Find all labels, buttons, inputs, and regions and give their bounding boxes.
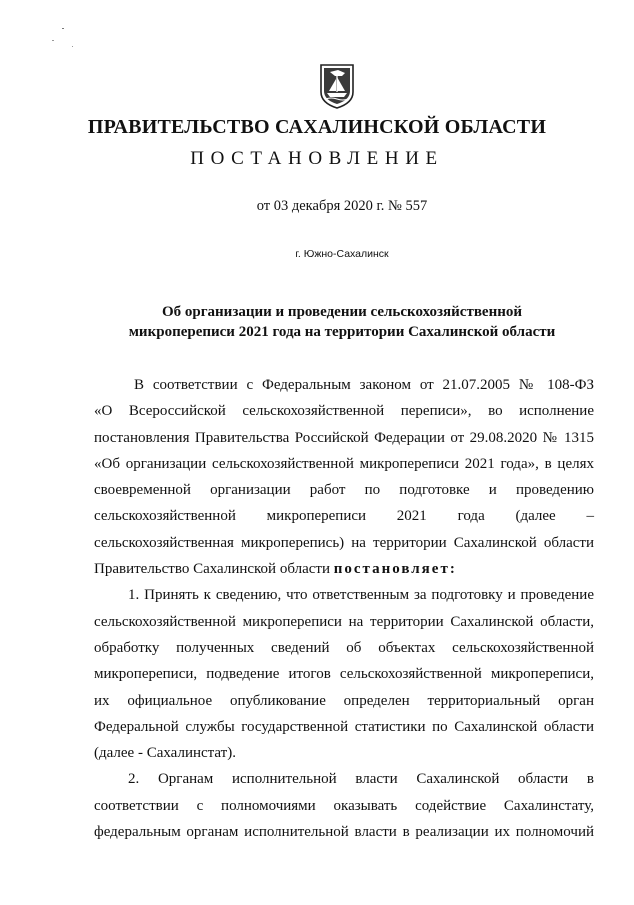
scan-speck [72, 46, 73, 47]
item1-line: (далее - Сахалинстат). [94, 745, 236, 762]
subject-line: микропереписи 2021 года на территории Сахалинской области [128, 324, 556, 340]
item2-line: соответствии с полномочиями оказывать содействие Сахалинстату, [94, 797, 594, 814]
resolves-word: постановляет: [333, 561, 457, 578]
item1-line: 1. Принять к сведению, что ответственным за подготовку и проведение [128, 587, 594, 604]
item1-line: их официальное опубликование определен территориальный орган [94, 692, 594, 709]
subject-line: Об организации и проведении сельскохозяйственной [161, 304, 523, 320]
item1-line: Федеральной службы государственной статистики по Сахалинской области [94, 718, 594, 735]
sakhalin-coat-of-arms-icon [318, 62, 356, 110]
scan-speck [52, 40, 54, 41]
document-city: г. Южно-Сахалинск [295, 248, 389, 260]
body-line: постановления Правительства Российской Федерации от 29.08.2020 № 1315 [94, 429, 594, 446]
body-line: сельскохозяйственная микроперепись) на территории Сахалинской области [94, 534, 594, 551]
document-type: ПОСТАНОВЛЕНИЕ [190, 148, 444, 169]
organization-title: ПРАВИТЕЛЬСТВО САХАЛИНСКОЙ ОБЛАСТИ [87, 116, 547, 138]
resolves-prefix: Правительство Сахалинской области [94, 561, 334, 578]
body-line: «Об организации сельскохозяйственной микропереписи 2021 года», в целях [94, 455, 594, 472]
document-subject [0, 302, 634, 342]
body-line: «О Всероссийской сельскохозяйственной переписи», во исполнение [94, 403, 594, 420]
scan-speck [62, 28, 64, 29]
item2-line: федеральным органам исполнительной власти в реализации их полномочий [94, 824, 594, 841]
body-line: сельскохозяйственной микропереписи 2021 года (далее – [94, 508, 594, 525]
document-date-number: от 03 декабря 2020 г. № 557 [256, 198, 428, 214]
body-line: своевременной организации работ по подготовке и проведению [94, 482, 594, 499]
resolves-line [94, 556, 594, 582]
body-line: В соответствии с Федеральным законом от 21.07.2005 № 108-ФЗ [134, 377, 594, 393]
item1-line: микропереписи, подведение итогов сельскохозяйственной микропереписи, [94, 666, 594, 683]
item1-line: сельскохозяйственной микропереписи на территории Сахалинской области, [94, 613, 594, 630]
item2-line: 2. Органам исполнительной власти Сахалинской области в [128, 771, 594, 788]
item1-line: обработку полученных сведений об объектах сельскохозяйственной [94, 639, 594, 656]
document-body [94, 372, 594, 845]
